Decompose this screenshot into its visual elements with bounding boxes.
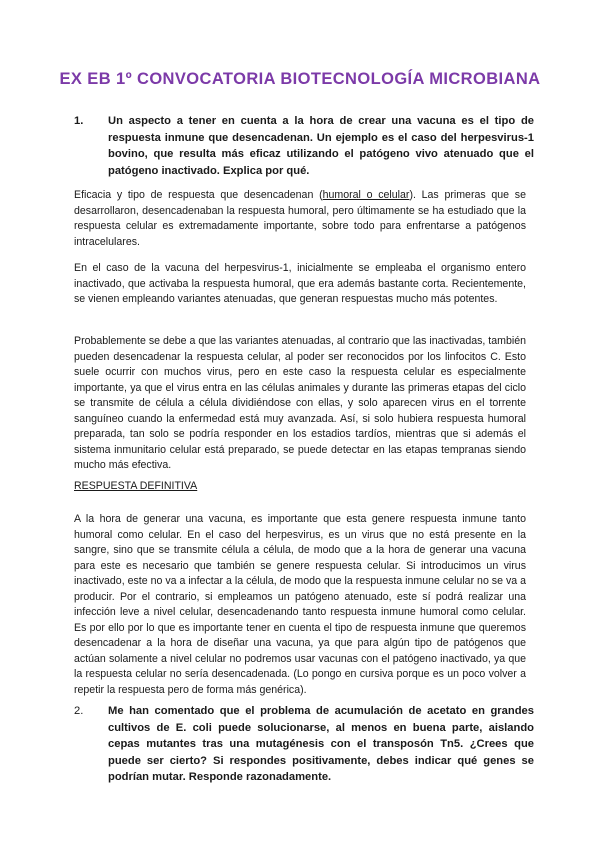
question-2 [74,703,534,786]
paragraph-1-underlined: humoral o celular [322,189,410,201]
question-2-text: Me han comentado que el problema de acumulación de acetato en grandes cultivos de E. coli puede solucionarse, al menos en buena parte, aislando cepas mutantes tras una mutagénesis con el transposón Tn5. ¿Crees que puede ser cierto? Si respondes positivamente, debes indicar qué genes se podrían mutar. Responde razonadamente. [108,705,534,783]
paragraph-1-end: ). Las primeras que se desarrollaron, desencadenaban la respuesta humoral, pero últimamente se ha estudiado que la respuesta celular es extremadamente importante, sobre todo para enfrentarse a patógenos intracelulares. [74,189,526,248]
answer-paragraph-2: En el caso de la vacuna del herpesvirus-1, inicialmente se empleaba el organismo entero inactivado, que activaba la respuesta humoral, que era además bastante corta. Recientemente, se vienen empleando variantes atenuadas, que generan respuestas mucho más potentes. [74,262,526,305]
question-1 [74,113,534,179]
answer-paragraph-3: Probablemente se debe a que las variantes atenuadas, al contrario que las inactivadas, también pueden desencadenar la respuesta celular, al poder ser reconocidos por los linfocitos C. Esto suele ocurrir con muchos virus, pero en este caso la respuesta celular es especialmente importante, ya que el virus entra en las células animales y durante las primeras etapas del ciclo se transmite de célula a célula dividiéndose con ellas, y solo aparecen virus en el torrente sanguíneo cuando la enfermedad está muy avanzada. Así, si solo hubiera respuesta humoral preparada, tan solo se podría responder en los estadios tardíos, mientras que si además el sistema inmunitario celular está preparado, se puede detectar en las etapas tempranas siendo mucho más efectiva. [74,335,526,471]
question-1-number: 1. [74,115,84,127]
question-1-text: Un aspecto a tener en cuenta a la hora de crear una vacuna es el tipo de respuesta inmune que desencadenan. Un ejemplo es el caso del herpesvirus-1 bovino, que resulta más eficaz utilizando el patógeno vivo atenuado que el patógeno inactivado. Explica por qué. [108,115,534,177]
section-heading: RESPUESTA DEFINITIVA [74,480,198,492]
question-2-number: 2. [74,705,84,717]
document-title: EX EB 1º CONVOCATORIA BIOTECNOLOGÍA MICROBIANA [59,70,541,88]
answer-paragraph-4: A la hora de generar una vacuna, es importante que esta genere respuesta inmune tanto humoral como celular. En el caso del herpesvirus, es un virus que no está presente en la sangre, sino que se transmite célula a célula, de modo que a la hora de generar una vacuna para este es necesario que también se genere respuesta celular. Si introducimos un virus inactivado, este no va a infectar a la célula, de modo que la respuesta inmune celular no se va a producir. Por el contrario, si empleamos un patógeno atenuado, este sí podrá realizar una infección leve a nivel celular, desencadenando tanto respuesta inmune humoral como celular. Es por ello por lo que es importante tener en cuenta el tipo de respuesta inmune que queremos desencadenar a la hora de diseñar una vacuna, ya que para algún tipo de patógenos que actúan solamente a nivel celular no podremos usar vacunas con el patógeno inactivado, ya que la respuesta celular no sería desencadenada. (Lo pongo en cursiva porque es un poco volver a repetir la respuesta pero de forma más genérica). [74,513,526,696]
answer-paragraph-1 [74,188,526,250]
paragraph-1-start: Eficacia y tipo de respuesta que desencadenan ( [74,189,323,201]
